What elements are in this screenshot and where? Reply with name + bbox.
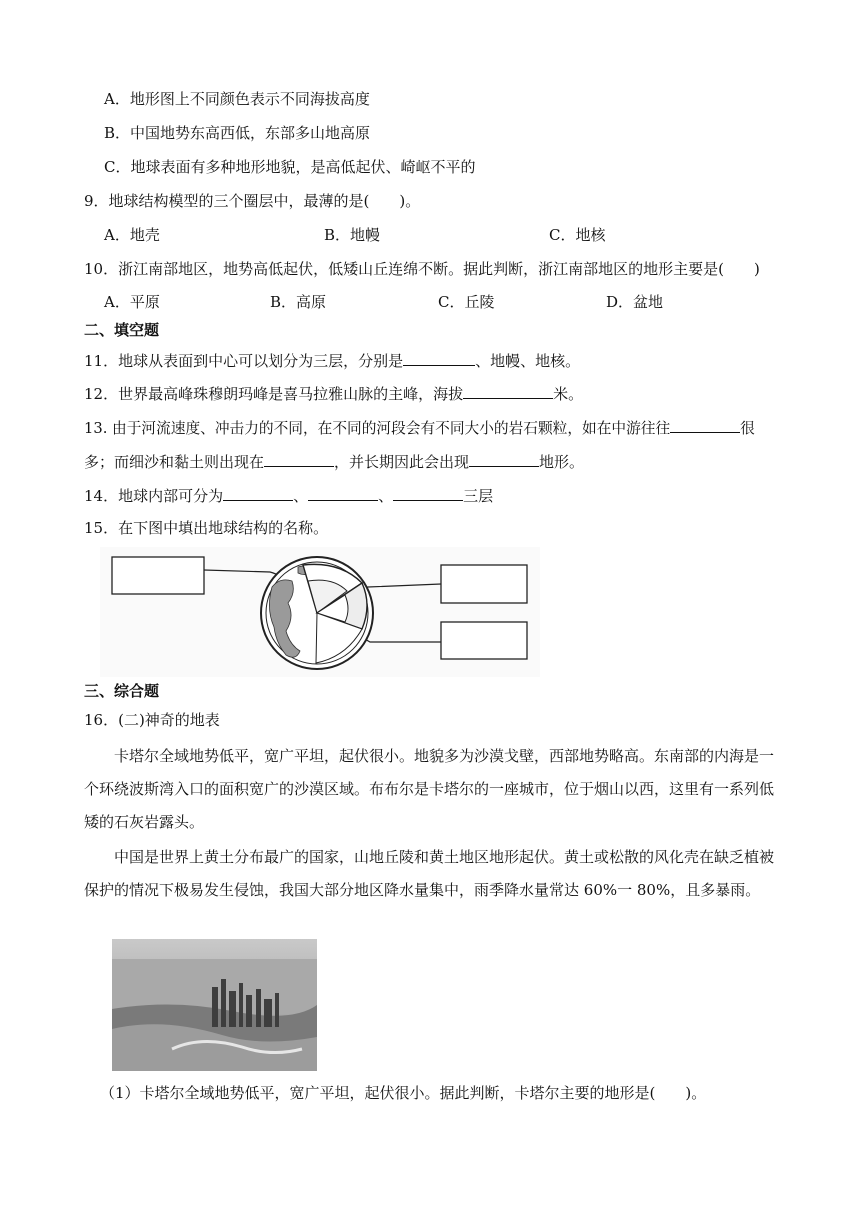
q10-option-b: B．高原 [270, 293, 327, 311]
label-box-core[interactable] [441, 622, 527, 659]
q13-blank-3[interactable] [469, 450, 539, 467]
question-11 [84, 349, 790, 371]
earth-structure-diagram [100, 547, 540, 677]
question-16-paragraph-1: 卡塔尔全域地势低平，宽广平坦，起伏很小。地貌多为沙漠戈壁，西部地势略高。东南部的内海是一个环绕波斯湾入口的面积宽广的沙漠区域。布布尔是卡塔尔的一座城市，位于烟山以西，这里有一系列低矮的石灰岩露头。 [84, 747, 775, 831]
q11-text-post: 、地幔、地核。 [475, 352, 581, 370]
question-10-stem: 10．浙江南部地区，地势高低起伏，低矮山丘连绵不断。据此判断，浙江南部地区的地形主要是( ) [84, 260, 760, 278]
q12-text-post: 米。 [553, 385, 584, 403]
q13-text-1: 13. 由于河流速度、冲击力的不同，在不同的河段会有不同大小的岩石颗粒，如在中游往往 [84, 420, 671, 437]
question-13-line-1 [84, 416, 790, 439]
q14-sep-1: 、 [293, 487, 309, 505]
q11-text-pre: 11．地球从表面到中心可以划分为三层，分别是 [84, 352, 404, 370]
question-16-title: 16．(二)神奇的地表 [84, 711, 220, 729]
option-a-prev: A．地形图上不同颜色表示不同海拔高度 [104, 90, 370, 108]
q11-blank[interactable] [403, 349, 475, 366]
q9-option-b: B．地幔 [324, 226, 381, 244]
q13-text-2: 很 [740, 420, 755, 437]
question-12 [84, 382, 790, 404]
q14-text-post: 三层 [463, 487, 494, 505]
question-13-line-2 [84, 450, 790, 472]
q14-blank-2[interactable] [308, 484, 378, 501]
q12-text-pre: 12．世界最高峰珠穆朗玛峰是喜马拉雅山脉的主峰，海拔 [84, 385, 464, 403]
q13-text-3: 多；而细沙和黏土则出现在 [84, 453, 265, 471]
question-14 [84, 484, 790, 506]
question-15-stem: 15．在下图中填出地球结构的名称。 [84, 519, 329, 537]
question-10-options [104, 292, 790, 312]
question-9-options [104, 225, 790, 245]
q13-text-4: ，并长期因此会出现 [334, 453, 470, 471]
qatar-city-photo [112, 939, 317, 1071]
q9-option-c: C．地核 [549, 226, 606, 244]
q14-blank-1[interactable] [223, 484, 293, 501]
q10-option-a: A．平原 [104, 293, 160, 311]
q12-blank[interactable] [463, 382, 553, 399]
question-16-paragraph-2: 中国是世界上黄土分布最广的国家，山地丘陵和黄土地区地形起伏。黄土或松散的风化壳在缺乏植被保护的情况下极易发生侵蚀，我国大部分地区降水量集中，雨季降水量常达 60%一 80%，且多暴雨。 [84, 848, 775, 899]
option-c-prev: C．地球表面有多种地形地貌，是高低起伏、崎岖不平的 [104, 158, 476, 176]
q10-option-c: C．丘陵 [438, 293, 495, 311]
q13-blank-2[interactable] [264, 450, 334, 467]
q14-text-pre: 14．地球内部可分为 [84, 487, 224, 505]
q9-option-a: A．地壳 [104, 226, 160, 244]
q14-sep-2: 、 [378, 487, 394, 505]
question-16-sub-1: （1）卡塔尔全域地势低平，宽广平坦，起伏很小。据此判断，卡塔尔主要的地形是( )。 [100, 1084, 707, 1102]
earth-globe [261, 557, 373, 669]
label-box-mantle[interactable] [441, 565, 527, 603]
q13-blank-1[interactable] [670, 416, 740, 433]
option-b-prev: B．中国地势东高西低，东部多山地高原 [104, 124, 371, 142]
q14-blank-3[interactable] [393, 484, 463, 501]
question-9-stem: 9．地球结构模型的三个圈层中，最薄的是( )。 [84, 192, 421, 210]
q10-option-d: D．盆地 [606, 293, 664, 311]
section-heading-comprehensive: 三、综合题 [84, 682, 160, 700]
section-heading-fill-blank: 二、填空题 [84, 321, 160, 339]
q13-text-5: 地形。 [539, 453, 585, 471]
label-box-crust[interactable] [112, 557, 204, 594]
